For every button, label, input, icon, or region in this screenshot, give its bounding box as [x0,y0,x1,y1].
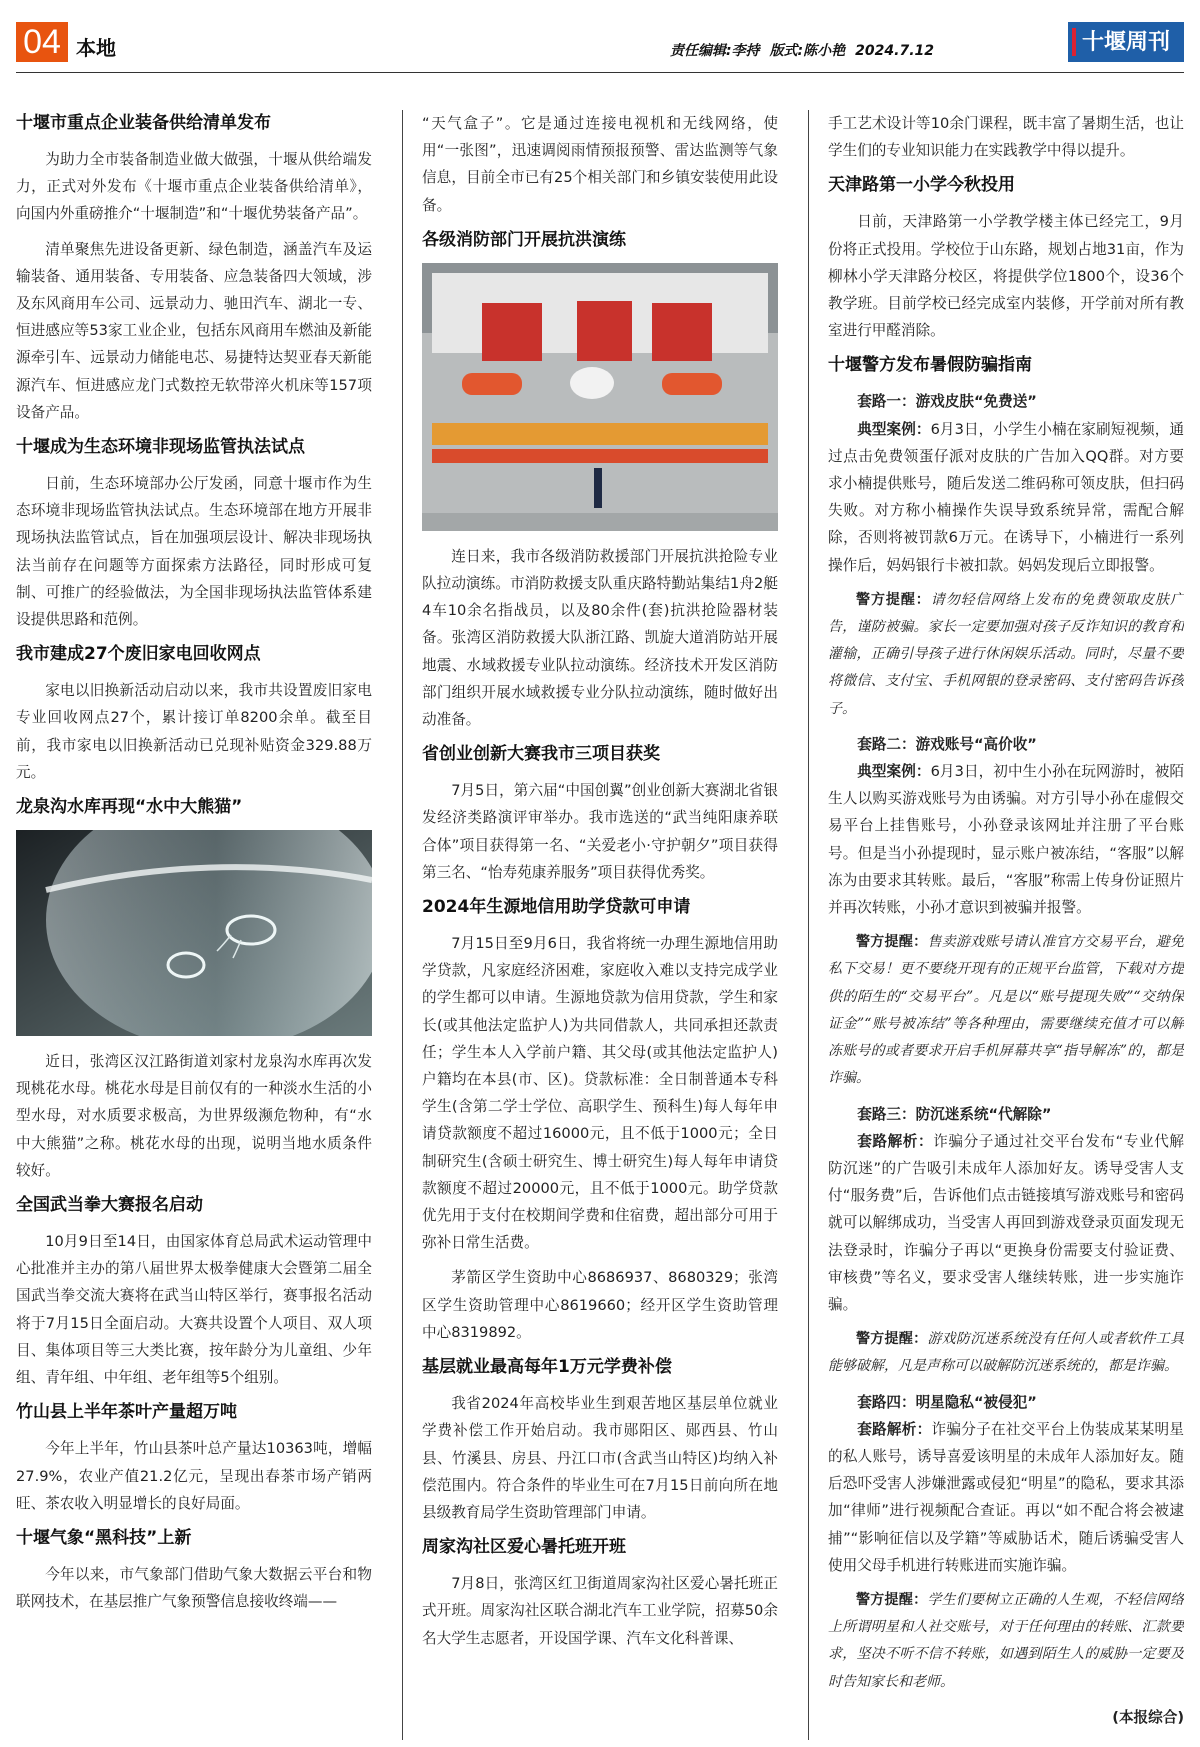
police-warning: 警方提醒：学生们要树立正确的人生观，不轻信网络上所谓明星和人社交账号，对于任何理由的转账、汇款要求，坚决不听不信不转账，如遇到陌生人的威胁一定要及时告知家长和老师。 [828,1591,1184,1690]
firefighters-drill-photo [422,263,778,531]
article-paragraph: 今年上半年，竹山县茶叶总产量达10363吨，增幅27.9%，农业产值21.2亿元，呈现出春茶市场产销两旺、茶农收入明显增长的良好局面。 [16,1440,372,1512]
article-paragraph: 7月15日至9月6日，我省将统一办理生源地信用助学贷款，凡家庭经济困难，家庭收入难以支持完成学业的学生都可以申请。生源地贷款为信用贷款，学生和家长(或其他法定监护人)为共同借款人，共同承担还款责任；学生本人入学前户籍、其父母(或其他法定监护人)户籍均在本县(市、区)。贷款标准：全日制普通本专科学生(含第二学士学位、高职学生、预科生)每人每年申请贷款额度不超过16000元，且不低于1000元；全日制研究生(含硕士研究生、博士研究生)每人每年申请贷款额度不超过20000元，且不低于1000元。助学贷款优先用于支付在校期间学费和住宿费，超出部分可用于弥补日常生活费。 [422,935,778,1252]
case-paragraph: 典型案例：6月3日，小学生小楠在家刷短视频，通过点击免费领蛋仔派对皮肤的广告加入QQ群。对方要求小楠提供账号，随后发送二维码称可领皮肤，但扫码失败。对方称小楠操作失误导致系统异常，需配合解除，否则将被罚款6万元。在诱导下，小楠进行一系列操作后，妈妈银行卡被扣款。妈妈发现后立即报警。 [828,420,1184,574]
article-paragraph: 日前，生态环境部办公厅发函，同意十堰市作为生态环境非现场监管执法试点。生态环境部在地方开展非现场执法监管试点，旨在加强项层设计、解决非现场执法当前存在问题等方面探索方法路径，同时形成可复制、可推广的经验做法，为全国非现场执法监管体系建设提供思路和范例。 [16,475,372,629]
article-title: 天津路第一小学今秋投用 [828,175,1015,196]
article-paragraph: 家电以旧换新活动启动以来，我市共设置废旧家电专业回收网点27个，累计接订单8200余单。截至目前，我市家电以旧换新活动已兑现补贴资金329.88万元。 [16,682,372,781]
editor-credits [670,40,944,60]
case-paragraph: 典型案例：6月3日，初中生小孙在玩网游时，被陌生人以购买游戏账号为由诱骗。对方引导小孙在虚假交易平台上挂售账号，小孙登录该网址并注册了平台账号。但是当小孙提现时，显示账户被冻结，“客服”以解冻为由要求其转账。最后，“客服”称需上传身份证照片并再次转账，小孙才意识到被骗并报警。 [828,763,1184,917]
article-title: 我市建成27个废旧家电回收网点 [16,644,261,665]
article-paragraph: 为助力全市装备制造业做大做强，十堰从供给端发力，正式对外发布《十堰市重点企业装备供给清单》，向国内外重磅推介“十堰制造”和“十堰优势装备产品”。 [16,151,372,223]
article-title: 省创业创新大赛我市三项目获奖 [422,744,660,765]
article-title: 周家沟社区爱心暑托班开班 [422,1537,626,1558]
column-divider [808,110,809,1740]
article-paragraph: 连日来，我市各级消防救援部门开展抗洪抢险专业队拉动演练。市消防救援支队重庆路特勤站集结1舟2艇4车10余名指战员，以及80余件(套)抗洪抢险器材装备。张湾区消防救援大队浙江路、凯旋大道消防站开展地震、水域救援专业队拉动演练。经济技术开发区消防部门组织开展水域救援专业分队拉动演练，随时做好出动准备。 [422,547,778,729]
contact-paragraph: 茅箭区学生资助中心8686937、8680329；张湾区学生资助管理中心8619660；经开区学生资助管理中心8319892。 [422,1269,778,1341]
scam-type-title: 套路二：游戏账号“高价收” [857,735,1037,753]
column-3 [828,110,1184,1740]
article-title: 基层就业最高每年1万元学费补偿 [422,1357,672,1378]
scam-type-title: 套路一：游戏皮肤“免费送” [857,393,1037,411]
case-paragraph: 套路解析：诈骗分子在社交平台上伪装成某某明星的私人账号，诱导喜爱该明星的未成年人添加好友。随后恐吓受害人涉嫌泄露或侵犯“明星”的隐私，要求其添加“律师”进行视频配合查证。再以“如不配合将会被逮捕”“影响征信以及学籍”等威胁话术，随后诱骗受害人使用父母手机进行转账进而实施诈骗。 [828,1420,1184,1574]
article-paragraph: 日前，天津路第一小学教学楼主体已经完工，9月份将正式投用。学校位于山东路，规划占地31亩，作为柳林小学天津路分校区，将提供学位1800个，设36个教学班。目前学校已经完成室内装修，开学前对所有教室进行甲醛消除。 [828,213,1184,340]
layout-name: 版式:陈小艳 [769,43,846,59]
publication-logo: 十堰周刊 [1068,22,1184,62]
article-paragraph: 7月8日，张湾区红卫街道周家沟社区爱心暑托班正式开班。周家沟社区联合湖北汽车工业学院，招募50余名大学生志愿者，开设国学课、汽车文化科普课、 [422,1575,778,1647]
header-rule [16,72,1184,73]
article-paragraph: 清单聚焦先进设备更新、绿色制造，涵盖汽车及运输装备、通用装备、专用装备、应急装备四大领域，涉及东风商用车公司、远景动力、驰田汽车、湖北一专、恒进感应等53家工业企业，包括东风商用车燃油及新能源牵引车、远景动力储能电芯、易捷特达契亚春天新能源汽车、恒进感应龙门式数控无软带淬火机床等157项设备产品。 [16,240,372,421]
police-warning: 警方提醒：请勿轻信网络上发布的免费领取皮肤广告，谨防被骗。家长一定要加强对孩子反诈知识的教育和灌输，正确引导孩子进行休闲娱乐活动。同时，尽量不要将微信、支付宝、手机网银的登录密码、支付密码告诉孩子。 [828,591,1184,717]
column-divider [402,110,403,1740]
jellyfish-photo [16,830,372,1036]
case-paragraph: 套路解析：诈骗分子通过社交平台发布“专业代解防沉迷”的广告吸引未成年人添加好友。诱导受害人支付“服务费”后，告诉他们点击链接填写游戏账号和密码就可以解绑成功，当受害人再回到游戏登录页面发现无法登录时，诈骗分子再以“更换身份需要支付验证费、审核费”等名义，要求受害人继续转账，进一步实施诈骗。 [828,1132,1184,1313]
column-1 [16,110,372,1740]
article-paragraph: 10月9日至14日，由国家体育总局武术运动管理中心批准并主办的第八届世界太极拳健康大会暨第二届全国武当拳交流大赛将在武当山特区举行，赛事报名活动将于7月15日全面启动。大赛共设置个人项目、双人项目、集体项目等三大类比赛，按年龄分为儿童组、少年组、青年组、中年组、老年组等5个组别。 [16,1233,372,1387]
article-title: 竹山县上半年茶叶产量超万吨 [16,1402,237,1423]
issue-date: 2024.7.12 [855,43,934,59]
article-title: 2024年生源地信用助学贷款可申请 [422,897,691,918]
article-title: 各级消防部门开展抗洪演练 [422,229,626,250]
article-title: 十堰警方发布暑假防骗指南 [828,355,1032,376]
police-warning: 警方提醒：售卖游戏账号请认准官方交易平台，避免私下交易！更不要绕开现有的正规平台监管，下载对方提供的陌生的“交易平台”。凡是以“账号提现失败”“交纳保证金”“账号被冻结”等各种理由，需要继续充值才可以解冻账号的或者要求开启手机屏幕共享“指导解冻”的，都是诈骗。 [828,934,1184,1087]
article-title: 十堰市重点企业装备供给清单发布 [16,113,271,133]
article-paragraph: 7月5日，第六届“中国创翼”创业创新大赛湖北省银发经济类路演评审举办。我市选送的“武当纯阳康养联合体”项目获得第一名、“关爱老小·守护朝夕”项目获得第三名、“怡寿苑康养服务”项目获得优秀奖。 [422,782,778,881]
article-paragraph: 近日，张湾区汉江路街道刘家村龙泉沟水库再次发现桃花水母。桃花水母是目前仅有的一种淡水生活的小型水母，对水质要求极高，为世界级濒危物种，有“水中大熊猫”之称。桃花水母的出现，说明当地水质条件较好。 [16,1053,372,1179]
page-header [16,22,1184,70]
article-title: 十堰气象“黑科技”上新 [16,1527,192,1548]
article-paragraph: 我省2024年高校毕业生到艰苦地区基层单位就业学费补偿工作开始启动。我市郧阳区、郧西县、竹山县、竹溪县、房县、丹江口市(含武当山特区)均纳入补偿范围内。符合条件的毕业生可在7月15日前向所在地县级教育局学生资助管理部门申请。 [422,1395,778,1521]
article-paragraph: 今年以来，市气象部门借助气象大数据云平台和物联网技术，在基层推广气象预警信息接收终端—— [16,1565,372,1611]
scam-type-title: 套路三：防沉迷系统“代解除” [857,1105,1052,1123]
article-title: 十堰成为生态环境非现场监管执法试点 [16,437,305,458]
source-note: (本报综合) [1112,1708,1184,1726]
page-number: 04 [16,22,68,62]
article-paragraph: “天气盒子”。它是通过连接电视机和无线网络，使用“一张图”，迅速调阅雨情预报预警、雷达监测等气象信息，目前全市已有25个相关部门和乡镇安装使用此设备。 [422,115,778,214]
article-title: 龙泉沟水库再现“水中大熊猫” [16,797,243,818]
article-title: 全国武当拳大赛报名启动 [16,1195,203,1216]
police-warning: 警方提醒：游戏防沉迷系统没有任何人或者软件工具能够破解，凡是声称可以破解防沉迷系统的，都是诈骗。 [828,1331,1184,1375]
column-2 [422,110,778,1740]
section-title: 本地 [76,36,116,60]
scam-type-title: 套路四：明星隐私“被侵犯” [857,1393,1037,1411]
article-paragraph: 手工艺术设计等10余门课程，既丰富了暑期生活，也让学生们的专业知识能力在实践教学中得以提升。 [828,115,1184,160]
editor-name: 责任编辑:李持 [669,43,760,59]
